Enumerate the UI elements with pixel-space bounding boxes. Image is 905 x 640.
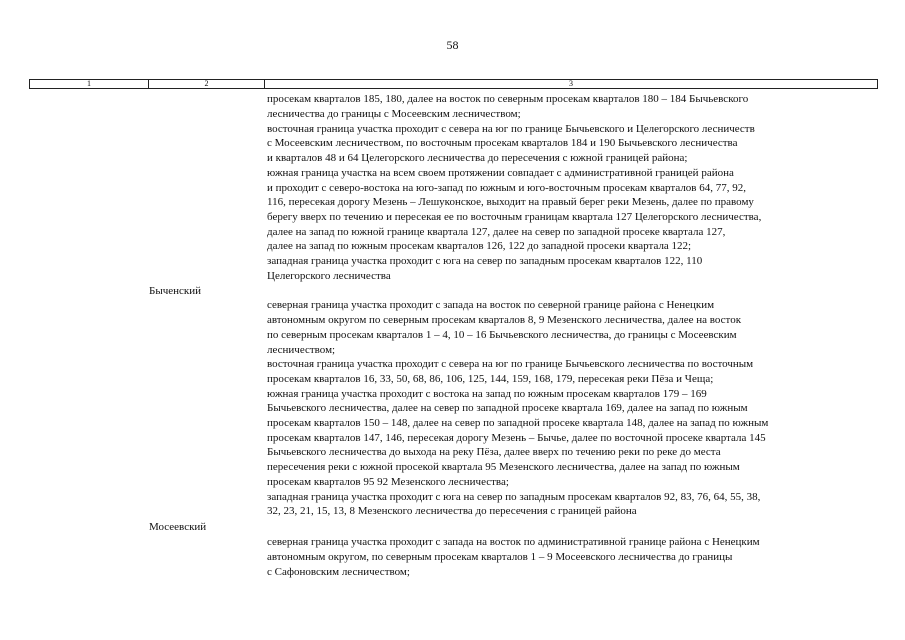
column-header-2: 2: [148, 80, 264, 88]
text-line: восточная граница участка проходит с севера на юг по границе Бычьевского лесничества по восточным: [267, 358, 754, 370]
text-line: берегу вверх по течению и пересекая ее по восточным границам квартала 127 Целегорского лесничества,: [267, 211, 762, 223]
text-line: и кварталов 48 и 64 Целегорского лесничества до пересечения с южной границей района;: [267, 152, 688, 164]
text-line: далее на запад по южным просекам кварталов 126, 122 до западной просеки квартала 122;: [267, 240, 692, 252]
column-header-1: 1: [87, 79, 91, 88]
text-line: 116, пересекая дорогу Мезень – Лешуконское, выходит на правый берег реки Мезень, далее по правому: [267, 196, 754, 208]
site-name-moseevsky: Мосеевский: [149, 521, 207, 533]
text-line: восточная граница участка проходит с севера на юг по границе Бычьевского и Целегорского лесничеств: [267, 123, 755, 135]
text-line: с Сафоновским лесничеством;: [267, 566, 410, 578]
text-line: Бычьевского лесничества до выхода на реку Пёза, далее вверх по течению реки по реке до места: [267, 446, 721, 458]
text-line: и проходит с северо-востока на юго-запад по южным и юго-восточным просекам кварталов 64, 77, 92,: [267, 182, 747, 194]
text-line: 32, 23, 21, 15, 13, 8 Мезенского лесничества до пересечения с границей района: [267, 505, 637, 517]
text-line: просекам кварталов 185, 180, далее на восток по северным просекам кварталов 180 – 184 Бычьевского: [267, 93, 749, 105]
column-header-row: [29, 79, 878, 89]
text-line: южная граница участка на всем своем протяжении совпадает с административной границей района: [267, 167, 734, 179]
text-line: Целегорского лесничества: [267, 270, 391, 282]
text-line: автономным округом, по северным просекам кварталов 1 – 9 Мосеевского лесничества до границы: [267, 551, 733, 563]
text-line: северная граница участка проходит с запада на восток по северной границе района с Ненецким: [267, 299, 715, 311]
text-line: далее на запад по южной границе квартала 127, далее на север по западной просеке квартала 127,: [267, 226, 726, 238]
text-line: лесничества до границы с Мосеевским лесничеством;: [267, 108, 521, 120]
text-line: северная граница участка проходит с запада на восток по административной границе района с Ненецким: [267, 536, 760, 548]
text-line: лесничеством;: [267, 344, 336, 356]
text-line: пересечения реки с южной просекой квартала 95 Мезенского лесничества, далее на запад по южным: [267, 461, 740, 473]
text-line: западная граница участка проходит с юга на север по западным просекам кварталов 92, 83, 76, 64, 55, 38,: [267, 491, 761, 503]
text-line: западная граница участка проходит с юга на север по западным просекам кварталов 122, 110: [267, 255, 703, 267]
text-line: по северным просекам кварталов 1 – 4, 10 – 16 Бычьевского лесничества, до границы с Мосеевским: [267, 329, 737, 341]
text-line: просекам кварталов 150 – 148, далее на север по западной просеке квартала 148, далее на запад по южным: [267, 417, 769, 429]
column-header-3: 3: [264, 80, 877, 88]
text-line: южная граница участка проходит с востока на запад по южным просекам кварталов 179 – 169: [267, 388, 707, 400]
text-line: автономным округом по северным просекам кварталов 8, 9 Мезенского лесничества, далее на восток: [267, 314, 742, 326]
site-name-bychensky: Быченский: [149, 285, 202, 297]
page-number: 58: [446, 38, 459, 52]
text-line: просекам кварталов 147, 146, пересекая дорогу Мезень – Бычье, далее по восточной просеке квартала 145: [267, 432, 766, 444]
text-line: Бычьевского лесничества, далее на север по западной просеке квартала 169, далее на запад по южным: [267, 402, 748, 414]
text-line: просекам кварталов 16, 33, 50, 68, 86, 106, 125, 144, 159, 168, 179, пересекая реки Пёза и Чеща;: [267, 373, 714, 385]
text-line: просекам кварталов 95 92 Мезенского лесничества;: [267, 476, 509, 488]
text-line: с Мосеевским лесничеством, по восточным просекам кварталов 184 и 190 Бычьевского лесничества: [267, 137, 738, 149]
